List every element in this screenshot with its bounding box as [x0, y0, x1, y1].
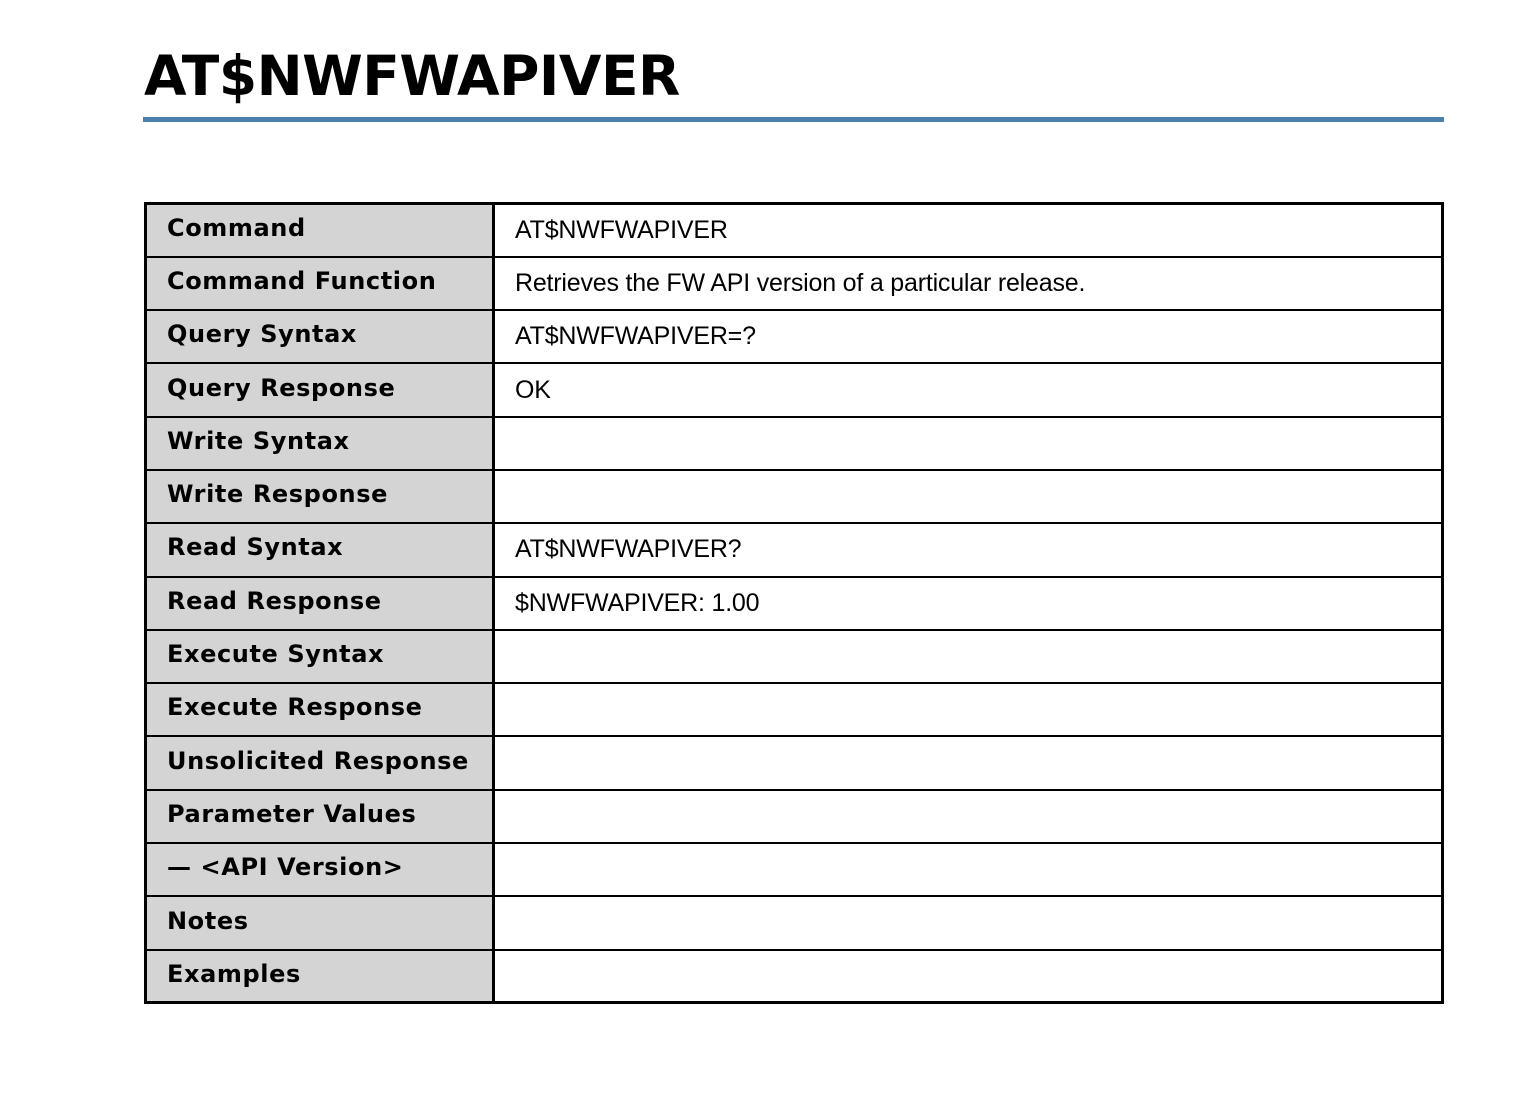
row-value: OK [494, 363, 1443, 416]
table-row-parameter-values [146, 790, 1443, 843]
row-label: Command [146, 204, 494, 257]
command-table [144, 202, 1444, 1004]
table-row-api-version [146, 843, 1443, 896]
row-label: Examples [146, 950, 494, 1003]
table-row-execute-syntax [146, 630, 1443, 683]
row-label: Read Response [146, 577, 494, 630]
table-row-execute-response [146, 683, 1443, 736]
row-label: Write Syntax [146, 417, 494, 470]
row-label: Parameter Values [146, 790, 494, 843]
row-label: Query Response [146, 363, 494, 416]
row-value [494, 950, 1443, 1003]
row-value: AT$NWFWAPIVER? [494, 523, 1443, 576]
row-label: Command Function [146, 257, 494, 310]
row-label: Query Syntax [146, 310, 494, 363]
table-row-command [146, 204, 1443, 257]
title-divider [143, 117, 1444, 122]
table-row-command-function [146, 257, 1443, 310]
row-label: — <API Version> [146, 843, 494, 896]
row-value: AT$NWFWAPIVER=? [494, 310, 1443, 363]
row-value: $NWFWAPIVER: 1.00 [494, 577, 1443, 630]
table-row-write-syntax [146, 417, 1443, 470]
table-row-notes [146, 896, 1443, 949]
row-value: AT$NWFWAPIVER [494, 204, 1443, 257]
row-value [494, 630, 1443, 683]
row-label: Read Syntax [146, 523, 494, 576]
table-row-query-response [146, 363, 1443, 416]
table-row-read-response [146, 577, 1443, 630]
row-label: Notes [146, 896, 494, 949]
row-value [494, 683, 1443, 736]
row-value [494, 417, 1443, 470]
table-row-query-syntax [146, 310, 1443, 363]
row-label: Execute Syntax [146, 630, 494, 683]
table-row-write-response [146, 470, 1443, 523]
row-value [494, 470, 1443, 523]
row-value [494, 736, 1443, 789]
row-value [494, 896, 1443, 949]
row-label: Execute Response [146, 683, 494, 736]
row-label: Write Response [146, 470, 494, 523]
page-title: AT$NWFWAPIVER [144, 44, 680, 108]
table-row-read-syntax [146, 523, 1443, 576]
table-row-unsolicited-response [146, 736, 1443, 789]
table-row-examples [146, 950, 1443, 1003]
row-value [494, 790, 1443, 843]
row-value [494, 843, 1443, 896]
row-value: Retrieves the FW API version of a particular release. [494, 257, 1443, 310]
row-label: Unsolicited Response [146, 736, 494, 789]
